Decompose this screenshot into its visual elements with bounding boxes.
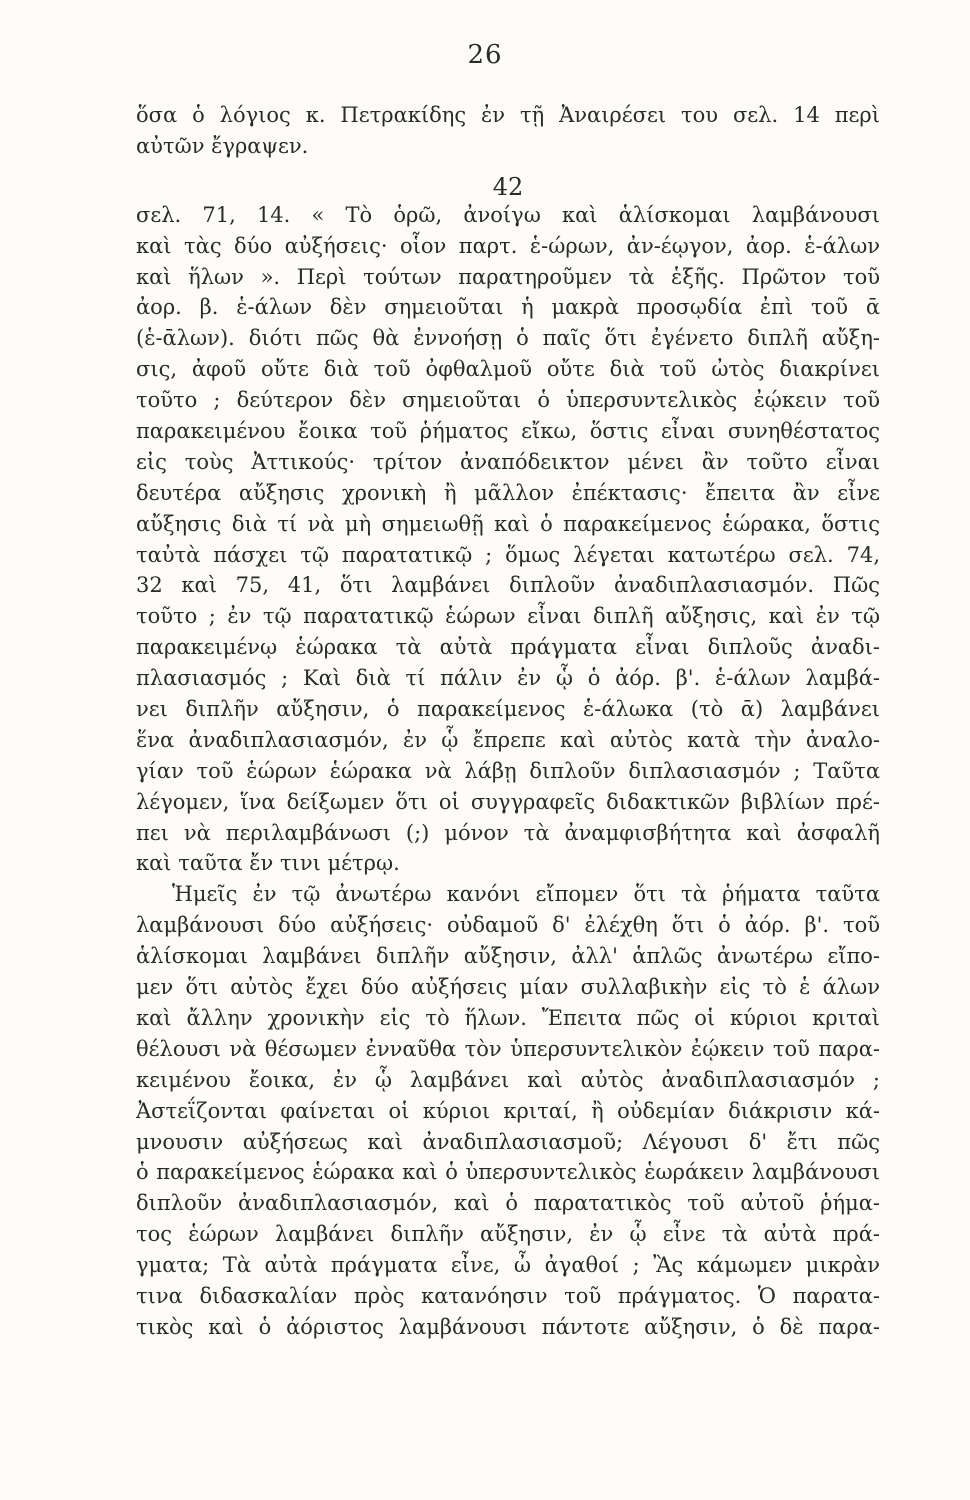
text-line: δευτέρα αὔξησις χρονικὴ ἢ μᾶλλον ἐπέκτασις· ἔπειτα ἂν εἶνε (136, 480, 880, 505)
page-number: 26 (467, 40, 503, 70)
text-line: κειμένου ἔοικα, ἐν ᾧ λαμβάνει καὶ αὐτὸς ἀναδιπλασιασμόν ; (136, 1067, 880, 1092)
text-line: ὅσα ὁ λόγιος κ. Πετρακίδης ἐν τῇ Ἀναιρέσει του σελ. 14 περὶ (136, 103, 880, 127)
text-line: μεν ὅτι αὐτὸς ἔχει δύο αὐξήσεις μίαν συλλαβικὴν εἰς τὸ ἑ άλων (136, 975, 880, 1000)
text-line: σις, ἀφοῦ οὔτε διὰ τοῦ ὀφθαλμοῦ οὔτε διὰ τοῦ ὠτὸς διακρίνει (136, 357, 880, 382)
text-line: ὁ παρακείμενος ἑώρακα καὶ ὁ ὑπερσυντελικὸς ἑωράκειν λαμβάνουσι (136, 1160, 880, 1185)
text-line: πλασιασμός ; Καὶ διὰ τί πάλιν ἐν ᾧ ὁ ἀόρ. β'. ἑ-άλων λαμβά- (136, 666, 880, 691)
text-line: τινα διδασκαλίαν πρὸς κατανόησιν τοῦ πράγματος. Ὁ παρατα- (136, 1283, 880, 1308)
text-line: παρακειμένῳ ἑώρακα τὰ αὐτὰ πράγματα εἶναι διπλοῦς ἀναδι- (136, 635, 880, 660)
text-line: τοῦτο ; δεύτερον δὲν σημειοῦται ὁ ὑπερσυντελικὸς ἐῴκειν τοῦ (136, 388, 880, 413)
text-line: θέλουσι νὰ θέσωμεν ἐνναῦθα τὸν ὑπερσυντελικὸν ἐῴκειν τοῦ παρα- (136, 1036, 880, 1061)
text-line: Ἀστεΐζονται φαίνεται οἱ κύριοι κριταί, ἢ οὐδεμίαν διάκρισιν κά- (136, 1098, 880, 1123)
text-line: τικὸς καὶ ὁ ἀόριστος λαμβάνουσι πάντοτε αὔξησιν, ὁ δὲ παρα- (136, 1314, 880, 1339)
text-line: πει νὰ περιλαμβάνωσι (;) μόνον τὰ ἀναμφισβήτητα καὶ ἀσφαλῆ (136, 820, 880, 845)
text-line: τοῦτο ; ἐν τῷ παρατατικῷ ἑώρων εἶναι διπλῆ αὔξησις, καὶ ἐν τῷ (136, 604, 880, 629)
text-line: αὔξησις διὰ τί νὰ μὴ σημειωθῇ καὶ ὁ παρακείμενος ἑώρακα, ὅστις (136, 511, 880, 536)
text-line: Ἡμεῖς ἐν τῷ ἀνωτέρω κανόνι εἴπομεν ὅτι τὰ ῥήματα ταῦτα (172, 882, 880, 907)
section-number: 42 (492, 172, 524, 200)
text-line: καὶ τὰς δύο αὐξήσεις· οἷον παρτ. ἑ-ώρων, ἀν-έῳγον, ἀορ. ἑ-άλων (136, 233, 880, 258)
text-line: σελ. 71, 14. « Τὸ ὁρῶ, ἀνοίγω καὶ ἁλίσκομαι λαμβάνουσι (136, 202, 880, 227)
text-line: καὶ ταῦτα ἔν τινι μέτρῳ. (136, 851, 400, 876)
body-text (136, 100, 880, 1343)
text-line: παρακειμένου ἔοικα τοῦ ῥήματος εἴκω, ὅστις εἶναι συνηθέστατος (136, 419, 880, 444)
text-line: λέγομεν, ἵνα δείξωμεν ὅτι οἱ συγγραφεῖς διδακτικῶν βιβλίων πρέ- (136, 789, 880, 814)
text-line: 32 καὶ 75, 41, ὅτι λαμβάνει διπλοῦν ἀναδιπλασιασμόν. Πῶς (136, 573, 880, 598)
text-line: ἁλίσκομαι λαμβάνει διπλῆν αὔξησιν, ἀλλ' ἁπλῶς ἀνωτέρω εἴπο- (136, 944, 880, 969)
text-line: διπλοῦν ἀναδιπλασιασμόν, καὶ ὁ παρατατικὸς τοῦ αὐτοῦ ῥήμα- (136, 1191, 880, 1216)
text-line: γματα; Τὰ αὐτὰ πράγματα εἶνε, ὦ ἀγαθοί ; Ἂς κάμωμεν μικρὰν (136, 1253, 880, 1278)
text-line: ἀορ. β. ἑ-άλων δὲν σημειοῦται ἡ μακρὰ προσῳδία ἐπὶ τοῦ ᾱ (136, 295, 880, 320)
text-line: λαμβάνουσι δύο αὐξήσεις· οὐδαμοῦ δ' ἐλέχθη ὅτι ὁ ἀόρ. β'. τοῦ (136, 913, 880, 938)
text-line: (ἑ-ᾱλων). διότι πῶς θὰ ἐννοήσῃ ὁ παῖς ὅτι ἐγένετο διπλῆ αὔξη- (136, 326, 880, 351)
text-line: τος ἑώρων λαμβάνει διπλῆν αὔξησιν, ἐν ᾧ εἶνε τὰ αὐτὰ πρά- (136, 1222, 880, 1247)
text-line: γίαν τοῦ ἑώρων ἑώρακα νὰ λάβῃ διπλοῦν διπλασιασμόν ; Ταῦτα (136, 758, 880, 783)
text-line: ταὐτὰ πάσχει τῷ παρατατικῷ ; ὅμως λέγεται κατωτέρω σελ. 74, (136, 542, 880, 567)
text-line: μνουσιν αὐξήσεως καὶ ἀναδιπλασιασμοῦ; Λέγουσι δ' ἔτι πῶς (136, 1129, 880, 1154)
text-line: καὶ ἄλλην χρονικὴν εἰς τὸ ἥλων. Ἔπειτα πῶς οἱ κύριοι κριταὶ (136, 1005, 880, 1030)
text-line: εἰς τοὺς Ἀττικούς· τρίτον ἀναπόδεικτον μένει ἂν τοῦτο εἶναι (136, 449, 880, 474)
text-line: νει διπλῆν αὔξησιν, ὁ παρακείμενος ἑ-άλωκα (τὸ ᾱ) λαμβάνει (136, 697, 880, 722)
text-line: ἕνα ἀναδιπλασιασμόν, ἐν ᾧ ἔπρεπε καὶ αὐτὸς κατὰ τὴν ἀναλο- (136, 727, 880, 752)
text-line: αὐτῶν ἔγραψεν. (136, 133, 309, 158)
text-line: καὶ ἥλων ». Περὶ τούτων παρατηροῦμεν τὰ ἑξῆς. Πρῶτον τοῦ (136, 264, 880, 289)
